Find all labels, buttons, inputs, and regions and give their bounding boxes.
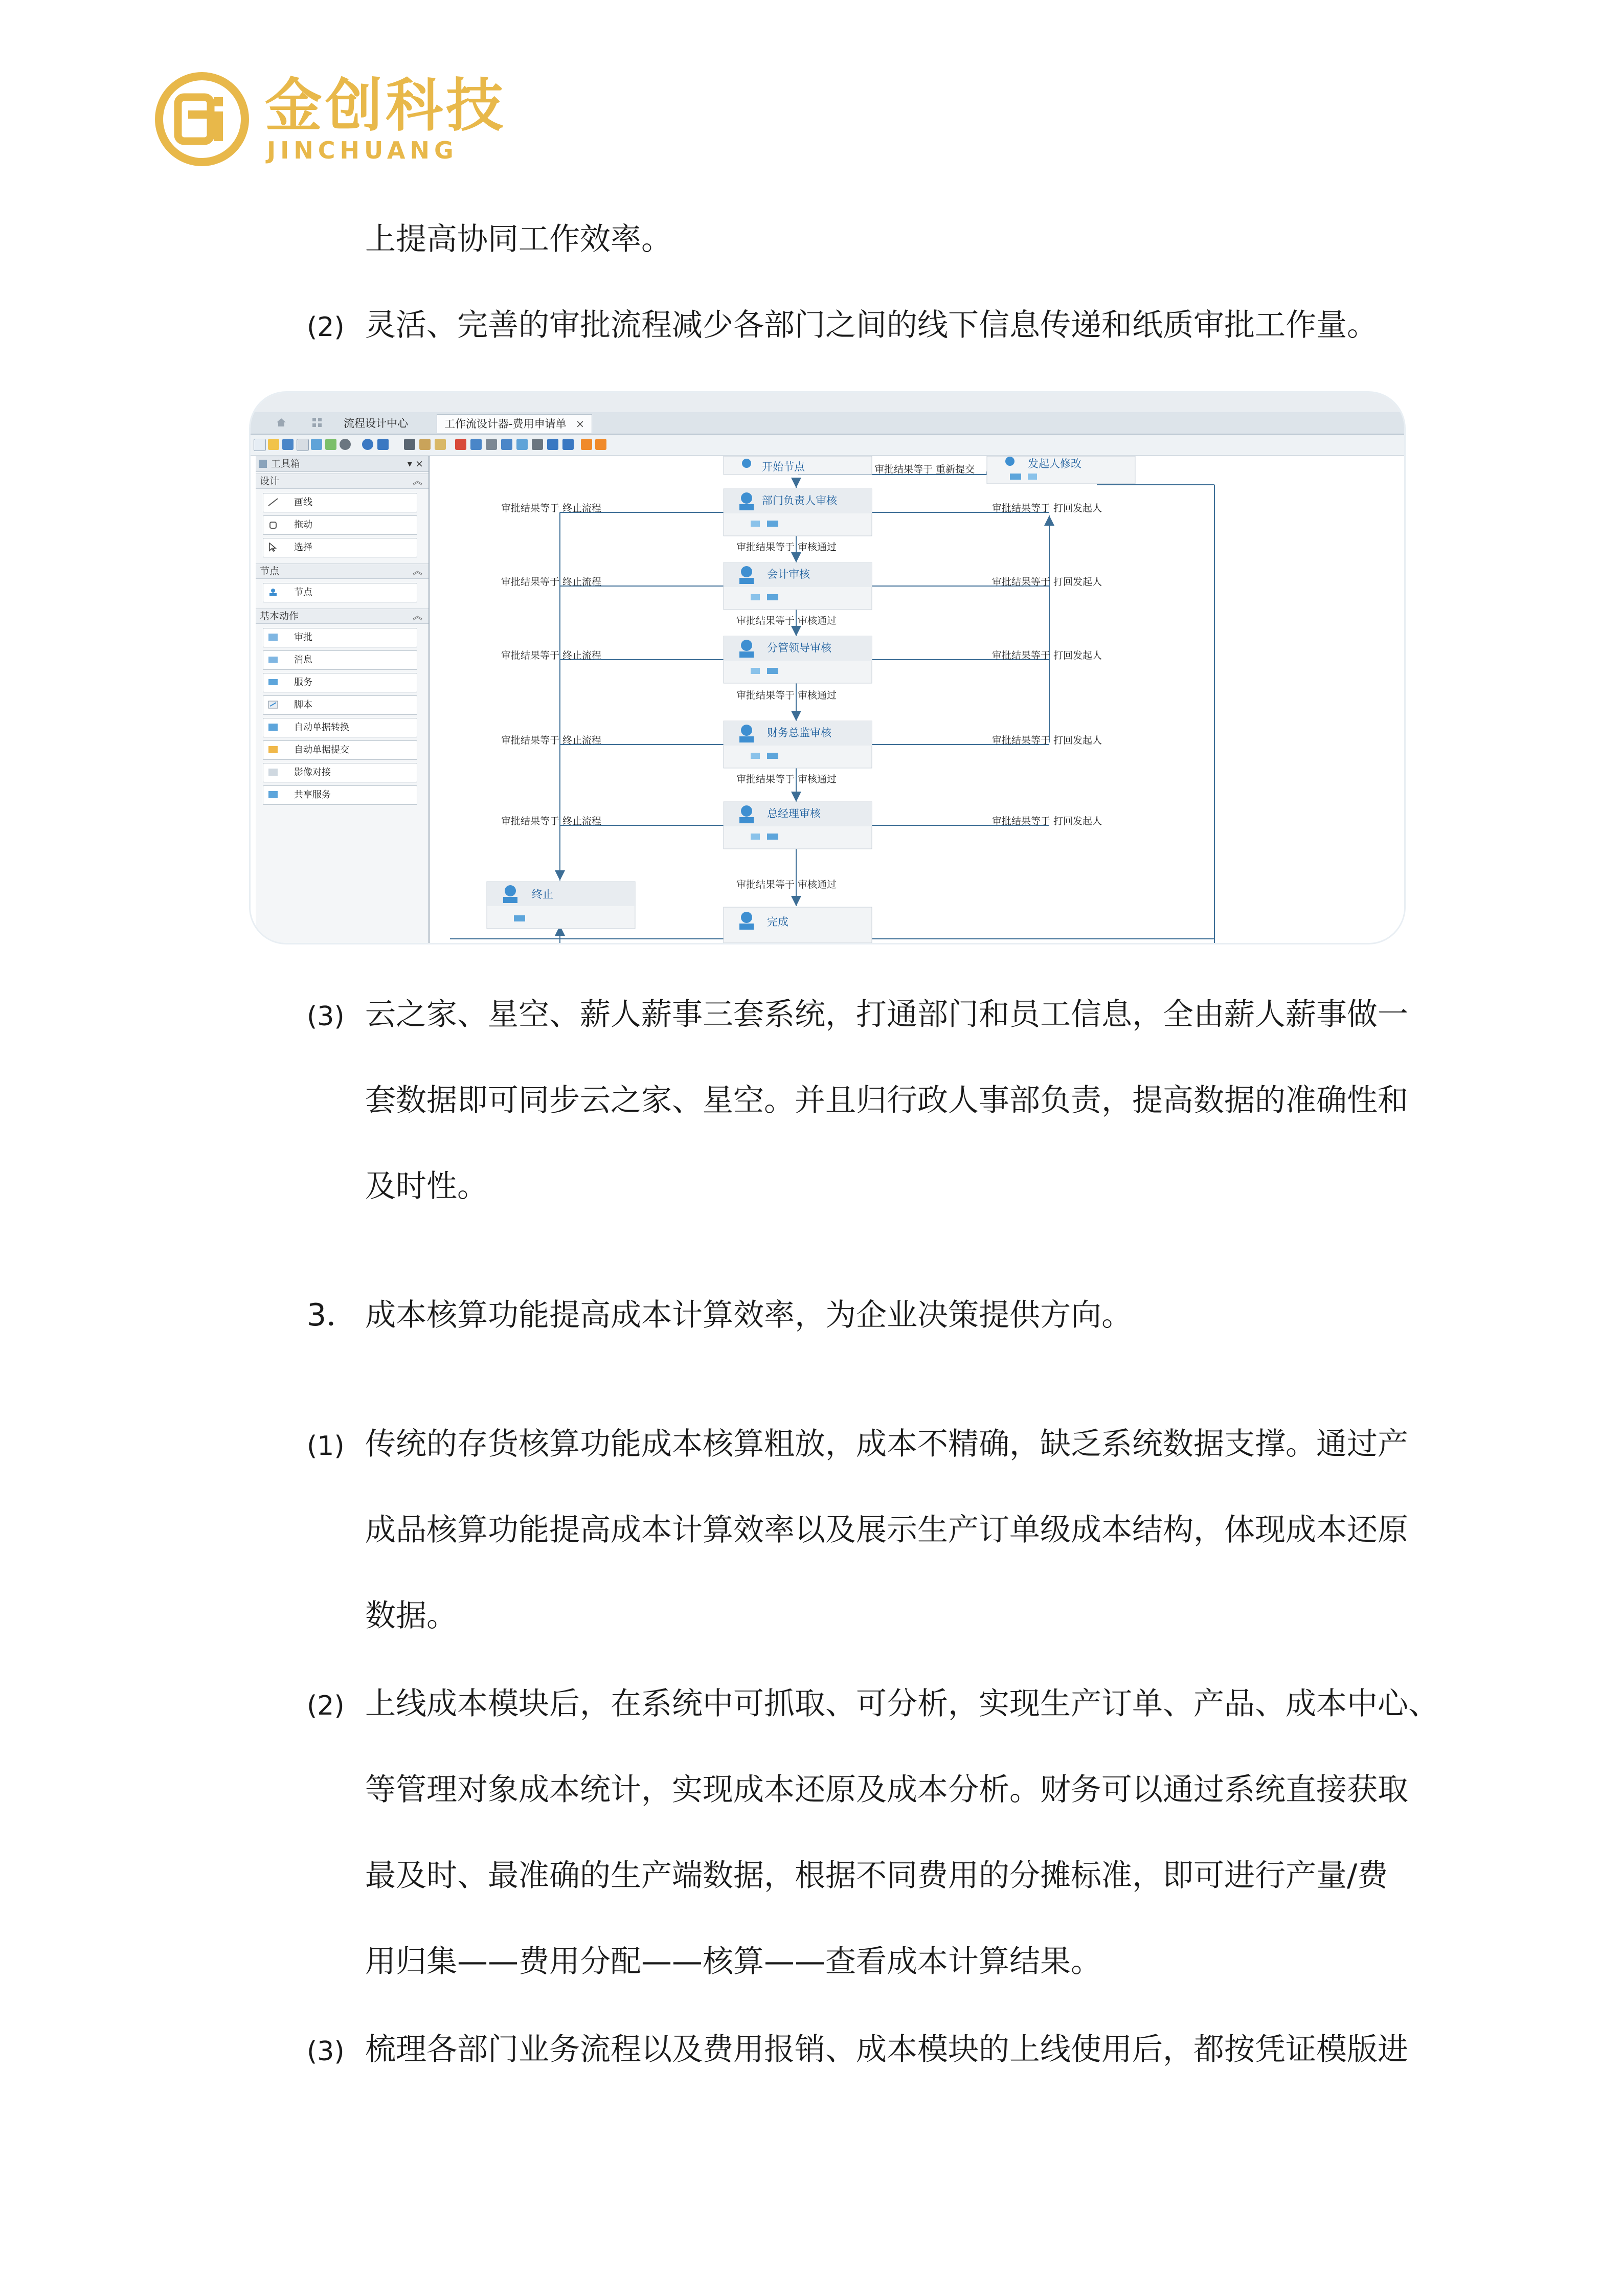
item-text-line: 最及时、最准确的生产端数据，根据不同费用的分摊标准，即可进行产量/费 <box>365 1858 1388 1894</box>
logo-name-cn: 金创科技 <box>265 73 506 139</box>
approve-icon <box>267 633 279 642</box>
edge-label-approved: 审批结果等于 审核通过 <box>736 879 837 890</box>
script-icon <box>267 700 279 709</box>
tool-label: 自动单据提交 <box>294 745 349 755</box>
edge-label-return: 审批结果等于 打回发起人 <box>992 650 1102 661</box>
edge-label-approved: 审批结果等于 审核通过 <box>736 542 837 553</box>
service-icon <box>267 678 279 687</box>
item-text-line: 传统的存货核算功能成本核算粗放，成本不精确，缺乏系统数据支撑。通过产 <box>365 1426 1408 1462</box>
tool-node[interactable] <box>263 583 417 602</box>
node-initiator-modify[interactable] <box>987 456 1135 484</box>
panel-controls[interactable]: ▾ × <box>407 458 423 469</box>
item-text-line: 数据。 <box>365 1598 457 1634</box>
edge-label-terminate: 审批结果等于 终止流程 <box>501 650 602 661</box>
tool-script[interactable] <box>263 695 417 715</box>
tool-label: 节点 <box>294 587 312 598</box>
logo-mark-icon <box>153 71 251 168</box>
export-icon[interactable] <box>470 439 482 450</box>
node-title: 财务总监审核 <box>767 727 831 739</box>
node-start[interactable] <box>724 456 872 475</box>
run-icon[interactable] <box>581 439 592 450</box>
item-text-line: 梳理各部门业务流程以及费用报销、成本模块的上线使用后，都按凭证模版进 <box>365 2032 1408 2067</box>
tool-label: 画线 <box>294 497 312 508</box>
node-title: 完成 <box>767 916 788 928</box>
shared-service-icon <box>267 790 279 799</box>
arrows-icon[interactable] <box>547 439 558 450</box>
tab-process-center[interactable] <box>336 414 415 433</box>
flow-diagram <box>430 456 1404 943</box>
node-icon <box>267 588 279 597</box>
toolbox-header <box>256 456 429 472</box>
edge-label-terminate: 审批结果等于 终止流程 <box>501 503 602 514</box>
edge-label-return: 审批结果等于 打回发起人 <box>992 576 1102 588</box>
node-title: 会计审核 <box>767 568 810 580</box>
node-title: 发起人修改 <box>1028 458 1081 470</box>
tool-draw-line[interactable] <box>263 493 417 512</box>
item-number: (1) <box>307 1431 345 1461</box>
node-terminate[interactable] <box>487 882 635 929</box>
tab-label: 流程设计中心 <box>344 417 408 430</box>
tool-drag[interactable] <box>263 515 417 535</box>
item-text-line: 用归集——费用分配——核算——查看成本计算结果。 <box>365 1944 1101 1979</box>
clipboard-icon[interactable] <box>435 439 446 450</box>
item-text-line: 成品核算功能提高成本计算效率以及展示生产订单级成本结构，体现成本还原 <box>365 1512 1408 1548</box>
collapse-icon[interactable]: ︽ <box>412 611 422 622</box>
edge-label-return: 审批结果等于 打回发起人 <box>992 735 1102 746</box>
open-icon[interactable] <box>268 439 279 450</box>
node-title: 总经理审核 <box>767 807 821 820</box>
tool-message[interactable] <box>263 650 417 670</box>
node-complete[interactable] <box>724 907 872 943</box>
message-icon <box>267 655 279 664</box>
tab-bar <box>251 412 1404 435</box>
image-icon[interactable] <box>325 439 336 450</box>
submit-icon <box>267 745 279 754</box>
item-text-line: 云之家、星空、薪人薪事三套系统，打通部门和员工信息，全由薪人薪事做一 <box>365 997 1408 1032</box>
line-icon <box>267 498 279 507</box>
section-node[interactable] <box>256 564 429 579</box>
tool-label: 选择 <box>294 542 312 553</box>
save-icon[interactable] <box>282 439 294 450</box>
toolbox-panel <box>256 456 430 943</box>
collapse-icon[interactable]: ︽ <box>412 566 422 577</box>
align-icon[interactable] <box>532 439 543 450</box>
node-title: 部门负责人审核 <box>762 494 837 507</box>
node-title: 开始节点 <box>762 461 805 473</box>
continuation-line: 上提高协同工作效率。 <box>365 221 672 257</box>
tool-label: 审批 <box>294 632 312 643</box>
tool-label: 脚本 <box>294 700 312 710</box>
section-design[interactable] <box>256 474 429 489</box>
item-number: (3) <box>307 1001 345 1032</box>
item-text-line: 等管理对象成本统计，实现成本还原及成本分析。财务可以通过系统直接获取 <box>365 1772 1408 1808</box>
image-link-icon <box>267 768 279 777</box>
paste-icon[interactable] <box>419 439 431 450</box>
collapse-icon[interactable]: ︽ <box>412 476 422 487</box>
monitor-icon[interactable] <box>311 439 322 450</box>
grid-icon[interactable] <box>311 416 323 429</box>
gear-icon[interactable] <box>340 439 351 450</box>
node-leader-review[interactable] <box>724 636 872 683</box>
node-gm-review[interactable] <box>724 802 872 849</box>
window-titlebar <box>251 393 1404 412</box>
edge-label-return: 审批结果等于 打回发起人 <box>992 816 1102 827</box>
toolbox-icon <box>259 460 267 468</box>
tool-auto-submit[interactable] <box>263 740 417 760</box>
tool-select[interactable] <box>263 538 417 557</box>
edge-label-approved: 审批结果等于 审核通过 <box>736 615 837 626</box>
delete-icon[interactable] <box>455 439 466 450</box>
edge-label-terminate: 审批结果等于 终止流程 <box>501 816 602 827</box>
item-text-line: 及时性。 <box>365 1168 488 1204</box>
section-label: 节点 <box>260 566 280 577</box>
tab-label: 工作流设计器-费用申请单 <box>444 418 567 430</box>
help-icon[interactable] <box>362 439 373 450</box>
tool-service[interactable] <box>263 673 417 692</box>
workflow-designer-screenshot <box>251 393 1404 943</box>
node-cfo-review[interactable] <box>724 721 872 768</box>
section-label: 基本动作 <box>260 611 299 622</box>
node-title: 终止 <box>532 888 553 901</box>
tool-label: 共享服务 <box>294 790 331 800</box>
stop-icon[interactable] <box>595 439 606 450</box>
tool-label: 拖动 <box>294 520 312 530</box>
node-accounting-review[interactable] <box>724 562 872 610</box>
node-title: 分管领导审核 <box>767 642 831 654</box>
node-dept-head-review[interactable] <box>724 489 872 536</box>
convert-icon <box>267 723 279 732</box>
section-title: 成本核算功能提高成本计算效率，为企业决策提供方向。 <box>365 1297 1133 1333</box>
tool-shared-service[interactable] <box>263 785 417 805</box>
new-icon[interactable] <box>254 439 266 451</box>
cut-icon[interactable] <box>404 439 415 450</box>
tool-label: 自动单据转换 <box>294 722 349 733</box>
edge-label-approved: 审批结果等于 审核通过 <box>736 774 837 785</box>
undo-icon[interactable] <box>377 439 389 450</box>
zoom-icon[interactable] <box>562 439 574 450</box>
tool-label: 服务 <box>294 677 312 688</box>
tool-label: 消息 <box>294 655 312 665</box>
hand-icon <box>267 520 279 529</box>
logo-name-en: JINCHUANG <box>267 137 458 164</box>
preview-icon[interactable] <box>501 439 512 450</box>
table-icon[interactable] <box>516 439 528 450</box>
edge-label-approved: 审批结果等于 审核通过 <box>736 690 837 701</box>
item-number: (3) <box>307 2036 345 2067</box>
print-icon[interactable] <box>486 439 497 450</box>
section-heading <box>307 1295 1132 1336</box>
toolbox-title: 工具箱 <box>271 458 301 469</box>
item-number: (2) <box>307 1691 345 1721</box>
tab-workflow-designer[interactable] <box>437 414 592 433</box>
item-text-line: 上线成本模块后，在系统中可抓取、可分析，实现生产订单、产品、成本中心、 <box>365 1686 1439 1722</box>
toolbar <box>251 435 1404 456</box>
section-label: 设计 <box>260 476 280 487</box>
edge-label-terminate: 审批结果等于 终止流程 <box>501 576 602 588</box>
item-text: 灵活、完善的审批流程减少各部门之间的线下信息传递和纸质审批工作量。 <box>365 307 1378 343</box>
section-basic-actions[interactable] <box>256 609 429 624</box>
item-number: (2) <box>307 312 345 343</box>
tool-label: 影像对接 <box>294 767 331 778</box>
section-number: 3． <box>307 1297 357 1333</box>
edge-label-resubmit: 审批结果等于 重新提交 <box>874 464 975 475</box>
tool-auto-convert[interactable] <box>263 718 417 737</box>
close-tab-icon[interactable]: × <box>575 418 585 430</box>
copy-icon[interactable] <box>297 439 309 451</box>
edge-label-terminate: 审批结果等于 终止流程 <box>501 735 602 746</box>
pointer-icon <box>267 543 279 552</box>
tool-approve[interactable] <box>263 628 417 647</box>
tool-image-link[interactable] <box>263 763 417 782</box>
home-icon[interactable] <box>275 416 287 429</box>
edge-label-return: 审批结果等于 打回发起人 <box>992 503 1102 514</box>
company-logo <box>153 71 511 173</box>
item-text-line: 套数据即可同步云之家、星空。并且归行政人事部负责，提高数据的准确性和 <box>365 1083 1408 1118</box>
flow-canvas[interactable] <box>430 456 1404 943</box>
